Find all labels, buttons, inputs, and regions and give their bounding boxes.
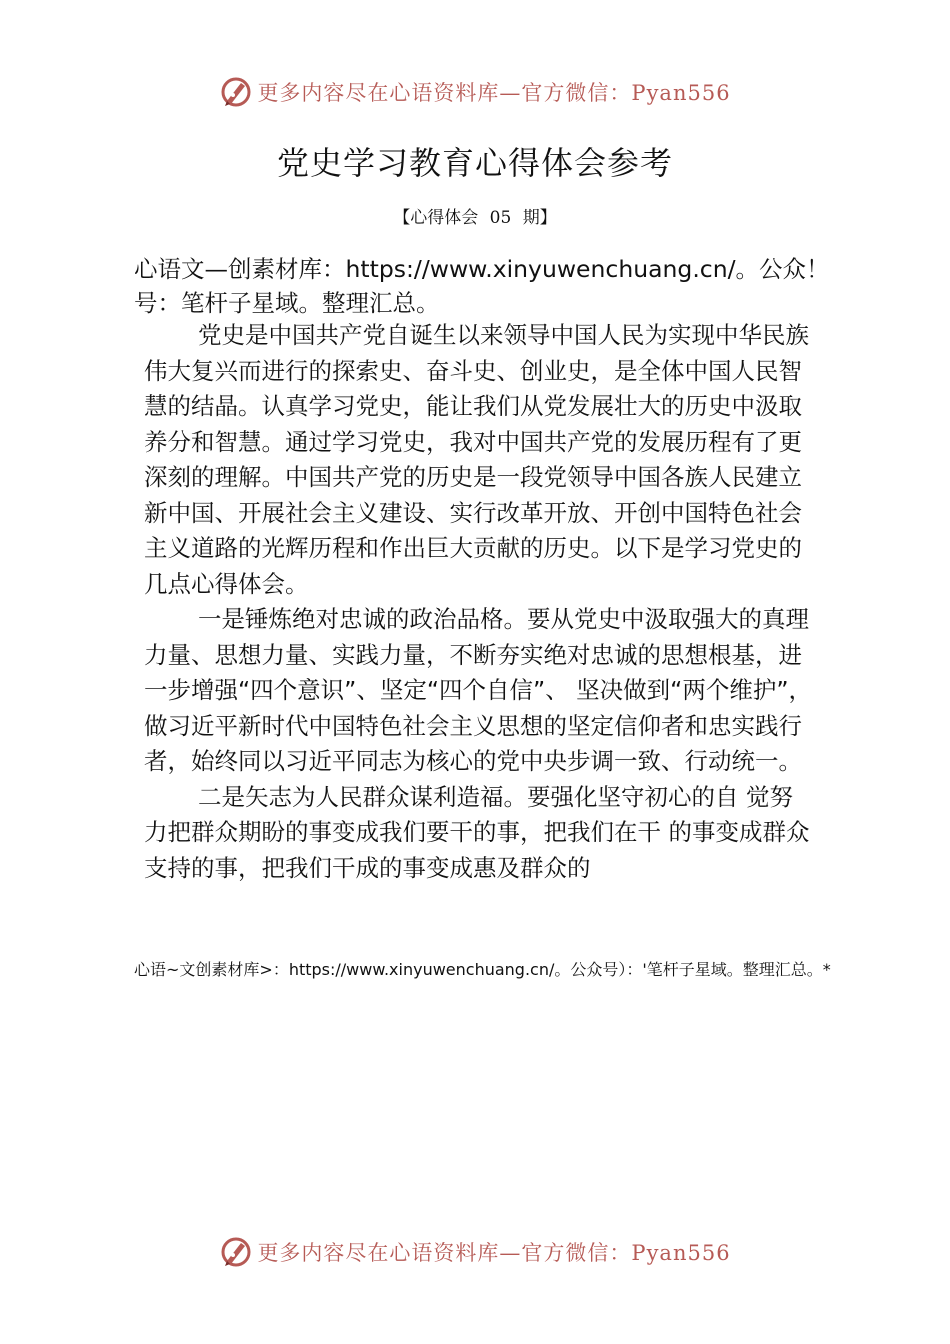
footer-banner bbox=[0, 1232, 950, 1272]
footer-note: 心语~文创素材库>：https://www.xinyuwenchuang.cn/。公众号）：'笔杆子星域。整理汇总。* bbox=[134, 960, 831, 979]
pen-logo-icon bbox=[219, 75, 253, 109]
paragraph: 一是锤炼绝对忠诚的政治品格。要从党史中汲取强大的真理力量、思想力量、实践力量，不断夯实绝对忠诚的思想根基，进一步增强“四个意识”、坚定“四个自信”、 坚决做到“两个维护”，做习近平新时代中国特色社会主义思想的坚定信仰者和忠实践行者，始终同以习近平同志为核心的党中央步调一致、行动统一。 bbox=[144, 605, 813, 775]
article-body bbox=[144, 318, 816, 886]
issue-label: 【心得体会 05 期】 bbox=[393, 208, 557, 228]
banner-text: 更多内容尽在心语资料库—官方微信：Pyan556 bbox=[257, 1241, 731, 1265]
page-title: 党史学习教育心得体会参考 bbox=[276, 144, 673, 182]
pen-logo-icon bbox=[219, 1235, 253, 1269]
header-banner bbox=[0, 72, 950, 112]
source-line: 心语文—创素材库：https://www.xinyuwenchuang.cn/。公众！号：笔杆子星域。整理汇总。 bbox=[134, 255, 830, 317]
paragraph: 二是矢志为人民群众谋利造福。要强化坚守初心的自 觉努力把群众期盼的事变成我们要干的事，把我们在干 的事变成群众支持的事，把我们干成的事变成惠及群众的 bbox=[144, 782, 810, 882]
paragraph: 党史是中国共产党自诞生以来领导中国人民为实现中华民族伟大复兴而进行的探索史、奋斗史、创业史，是全体中国人民智慧的结晶。认真学习党史，能让我们从党发展壮大的历史中汲取养分和智慧。通过学习党史，我对中国共产党的发展历程有了更深刻的理解。中国共产党的历史是一段党领导中国各族人民建立新中国、开展社会主义建设、实行改革开放、开创中国特色社会主义道路的光辉历程和作出巨大贡献的历史。以下是学习党史的几点心得体会。 bbox=[144, 321, 810, 598]
banner-text: 更多内容尽在心语资料库—官方微信：Pyan556 bbox=[257, 81, 731, 105]
